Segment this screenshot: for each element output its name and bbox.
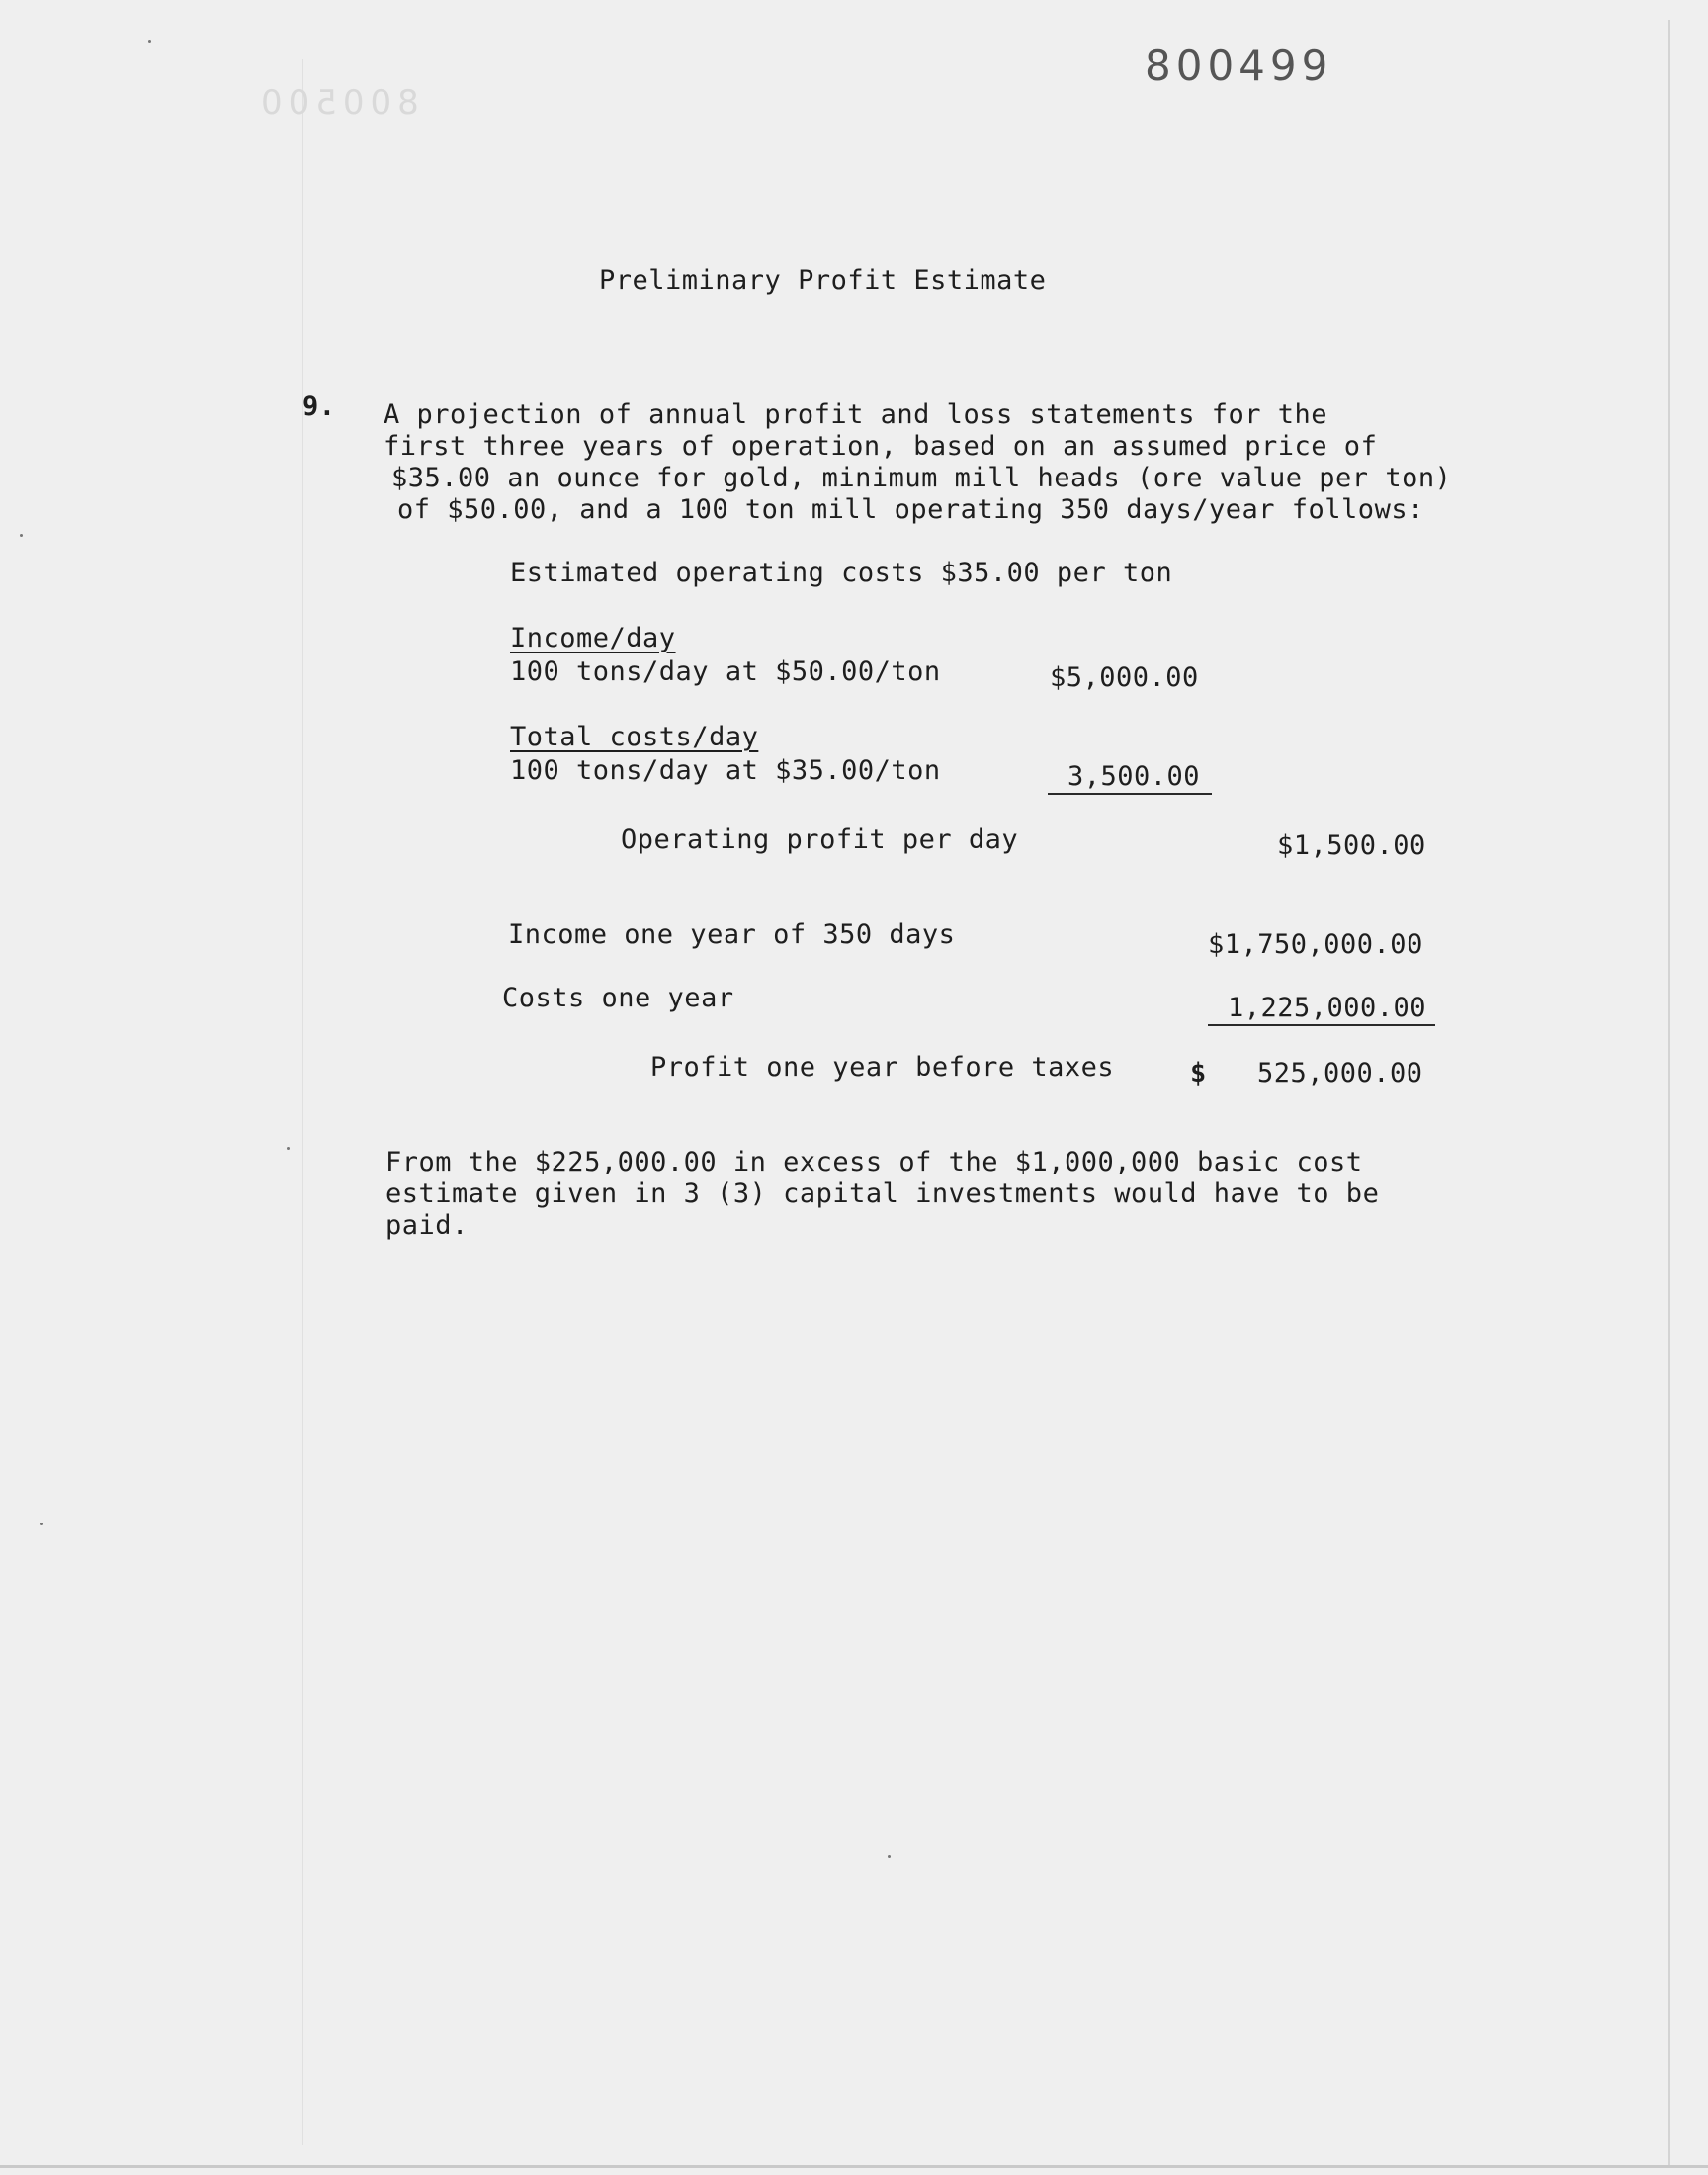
profit-year-label: Profit one year before taxes <box>650 1052 1115 1083</box>
item-number: 9. <box>302 392 336 422</box>
income-line: 100 tons/day at $50.00/ton <box>510 656 941 687</box>
intro-line-2: first three years of operation, based on an assumed price of <box>384 431 1378 462</box>
profit-year-dollar: $ <box>1190 1058 1207 1088</box>
closing-line-2: estimate given in 3 (3) capital investments would have to be <box>385 1178 1380 1209</box>
bleed-through-number: 800500 <box>255 83 419 123</box>
profit-day-label: Operating profit per day <box>621 825 1019 855</box>
income-heading: Income/day <box>510 623 676 653</box>
scan-speck <box>20 534 23 537</box>
operating-costs-line: Estimated operating costs $35.00 per ton <box>510 558 1173 588</box>
page-fold-line <box>302 59 303 2145</box>
closing-line-3: paid. <box>385 1210 469 1241</box>
intro-line-3: $35.00 an ounce for gold, minimum mill heads (ore value per ton) <box>391 463 1452 493</box>
costs-amount: 3,500.00 <box>1068 761 1201 792</box>
scan-speck <box>40 1522 43 1525</box>
intro-line-4: of $50.00, and a 100 ton mill operating 350 days/year follows: <box>397 494 1424 525</box>
document-title: Preliminary Profit Estimate <box>599 265 1047 296</box>
closing-line-1: From the $225,000.00 in excess of the $1,000,000 basic cost <box>385 1147 1363 1177</box>
scan-speck <box>148 40 151 43</box>
profit-year-amount: 525,000.00 <box>1257 1058 1423 1088</box>
costs-year-amount: 1,225,000.00 <box>1228 993 1427 1023</box>
document-stamp-number: 800499 <box>1145 42 1333 90</box>
costs-year-rule <box>1208 1024 1435 1026</box>
income-year-amount: $1,750,000.00 <box>1208 929 1423 960</box>
profit-day-amount: $1,500.00 <box>1277 830 1426 861</box>
income-year-label: Income one year of 350 days <box>508 919 956 950</box>
costs-line: 100 tons/day at $35.00/ton <box>510 755 941 786</box>
page-edge-bottom <box>0 2165 1708 2168</box>
income-amount: $5,000.00 <box>1050 662 1199 693</box>
intro-line-1: A projection of annual profit and loss statements for the <box>384 399 1328 430</box>
scan-speck <box>888 1855 891 1858</box>
costs-subtotal-rule <box>1048 793 1212 795</box>
scan-speck <box>287 1147 290 1150</box>
costs-year-label: Costs one year <box>502 983 734 1013</box>
page-edge-right <box>1668 20 1670 2165</box>
costs-heading: Total costs/day <box>510 722 759 752</box>
